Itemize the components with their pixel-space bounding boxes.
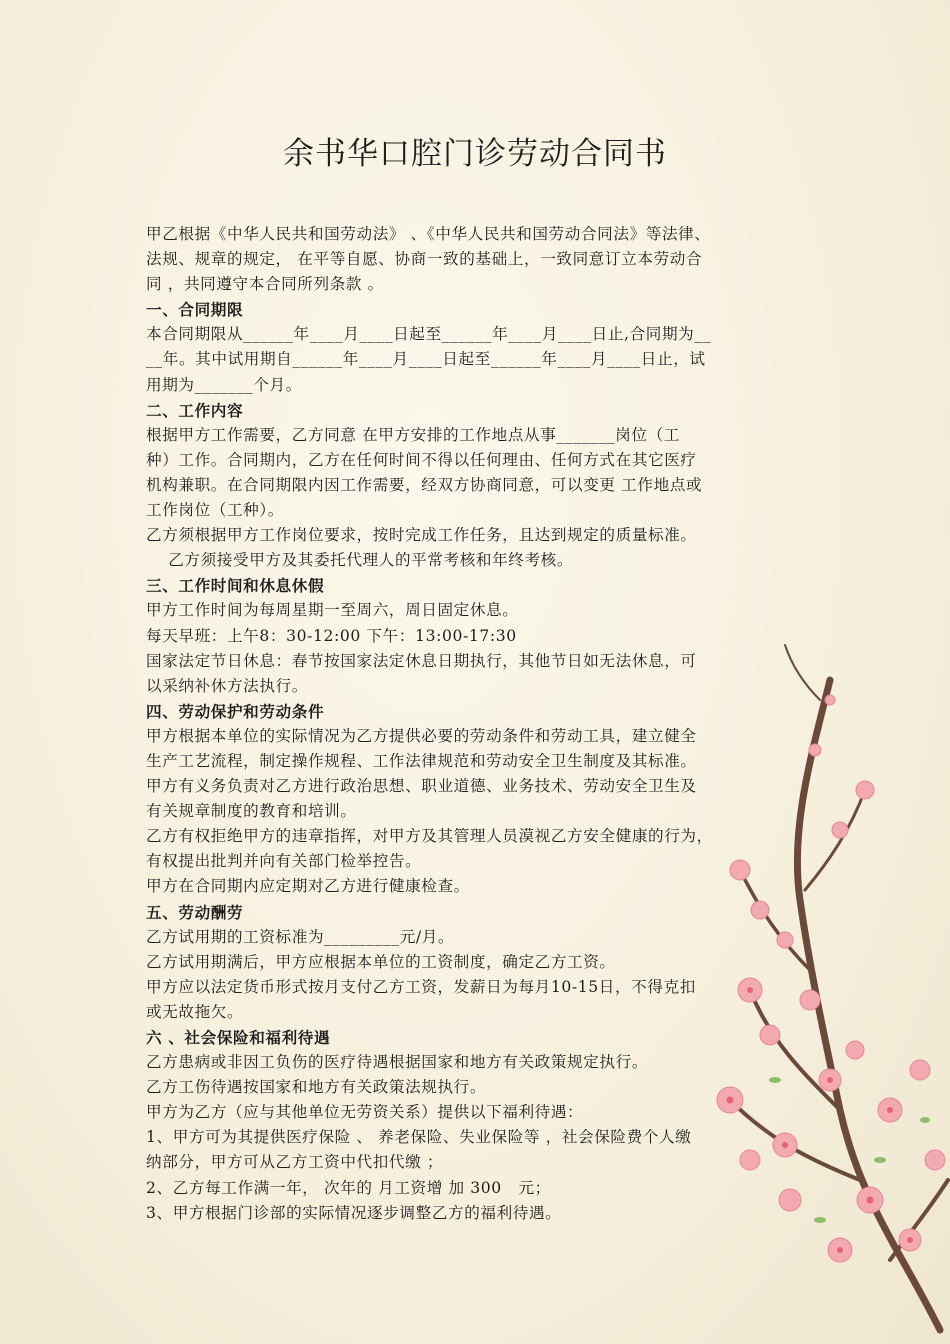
section-heading: 二、工作内容 <box>146 400 244 420</box>
body-line: 乙方有权拒绝甲方的违章指挥，对甲方及其管理人员漠视乙方安全健康的行为， <box>146 827 713 846</box>
section-heading: 六 、社会保险和福利待遇 <box>146 1028 331 1047</box>
body-line: 乙方须接受甲方及其委托代理人的平常考核和年终考核。 <box>146 551 574 570</box>
body-line: 用期为_______个月。 <box>146 375 302 394</box>
body-line: 甲方根据本单位的实际情况为乙方提供必要的劳动条件和劳动工具，建立健全 <box>146 726 697 745</box>
section-heading: 四、劳动保护和劳动条件 <box>146 701 325 721</box>
body-line: 3、甲方根据门诊部的实际情况逐步调整乙方的福利待遇。 <box>146 1203 562 1222</box>
body-line: 同 ，共同遵守本合同所列条款 。 <box>146 275 384 294</box>
body-line: 乙方须根据甲方工作岗位要求，按时完成工作任务，且达到规定的质量标准。 <box>146 526 697 545</box>
body-line: 法规、规章的规定， 在平等自愿、协商一致的基础上，一致同意订立本劳动合 <box>146 250 703 269</box>
body-line: 有关规章制度的教育和培训。 <box>146 802 357 821</box>
body-line: 甲方为乙方（应与其他单位无劳资关系）提供以下福利待遇： <box>146 1103 584 1122</box>
body-line: 1、甲方可为其提供医疗保险 、 养老保险、失业保险等 ，社会保险费个人缴 <box>146 1128 692 1147</box>
section-heading: 一、合同期限 <box>146 300 244 320</box>
body-line: 乙方试用期的工资标准为_________元/月。 <box>146 927 455 946</box>
body-line: 种）工作。合同期内，乙方在任何时间不得以任何理由、任何方式在其它医疗 <box>146 450 697 469</box>
body-line: 乙方工伤待遇按国家和地方有关政策法规执行。 <box>146 1078 487 1097</box>
body-line: 机构兼职。在合同期限内因工作需要，经双方协商同意，可以变更 工作地点或 <box>146 475 703 494</box>
body-line: 工作岗位（工种）。 <box>146 501 284 520</box>
body-line: 以采纳补休方法执行。 <box>146 676 308 695</box>
body-line: 根据甲方工作需要，乙方同意 在甲方安排的工作地点从事_______岗位（工 <box>146 425 680 444</box>
body-line: __年。其中试用期自______年____月____日起至______年____月____日止，试 <box>146 350 706 369</box>
body-line: 每天早班：上午8：30-12:00 下午：13:00-17:30 <box>146 626 517 645</box>
body-line: 甲方工作时间为每周星期一至周六，周日固定休息。 <box>146 601 519 620</box>
body-line: 2、乙方每工作满一年， 次年的 月工资增 加 300 元； <box>146 1178 551 1197</box>
body-line: 纳部分，甲方可从乙方工资中代扣代缴 ； <box>146 1153 444 1172</box>
contract-body <box>146 222 836 1226</box>
document-title: 余书华口腔门诊劳动合同书 <box>283 136 667 172</box>
body-line: 国家法定节日休息：春节按国家法定休息日期执行，其他节日如无法休息，可 <box>146 651 697 670</box>
body-line: 生产工艺流程，制定操作规程、工作法律规范和劳动安全卫生制度及其标准。 <box>146 751 697 770</box>
body-line: 甲方在合同期内应定期对乙方进行健康检查。 <box>146 877 470 896</box>
body-line: 甲方有义务负责对乙方进行政治思想、职业道德、业务技术、劳动安全卫生及 <box>146 777 697 796</box>
section-heading: 五、劳动酬劳 <box>146 902 244 922</box>
body-line: 甲方应以法定货币形式按月支付乙方工资，发薪日为每月10-15日，不得克扣 <box>146 977 696 996</box>
section-heading: 三、工作时间和休息休假 <box>146 576 325 596</box>
body-line: 乙方试用期满后，甲方应根据本单位的工资制度，确定乙方工资。 <box>146 952 616 971</box>
body-line: 本合同期限从______年____月____日起至______年____月____日止,合同期为__ <box>146 325 712 344</box>
body-line: 乙方患病或非因工负伤的医疗待遇根据国家和地方有关政策规定执行。 <box>146 1053 649 1072</box>
body-line: 或无故拖欠。 <box>146 1002 244 1021</box>
body-line: 甲乙根据《中华人民共和国劳动法》 、《中华人民共和国劳动合同法》等法律、 <box>146 225 711 243</box>
body-line: 有权提出批判并向有关部门检举控告。 <box>146 852 422 871</box>
